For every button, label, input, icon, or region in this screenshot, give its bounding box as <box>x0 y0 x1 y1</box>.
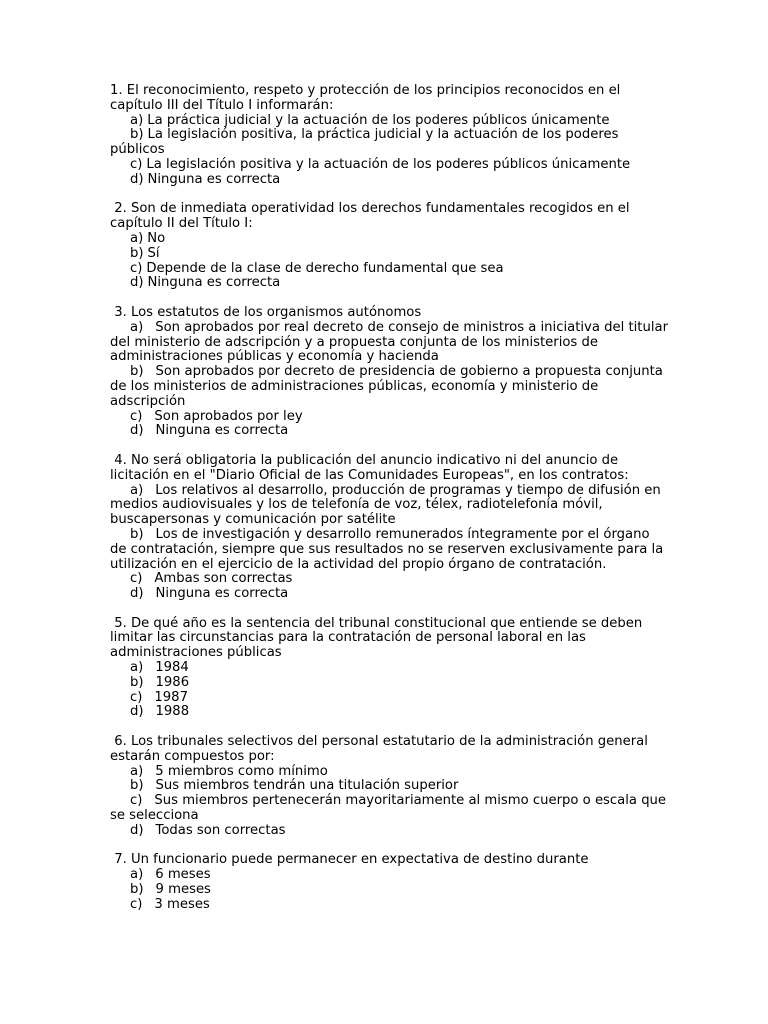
option-text: 1988 <box>155 704 190 720</box>
option-label: c) <box>130 571 143 587</box>
question-stem: 3. Los estatutos de los organismos autónomos <box>110 304 422 320</box>
answer-options <box>110 114 668 188</box>
option-label: a) <box>130 482 144 498</box>
answer-option <box>110 232 668 247</box>
question-2 <box>110 202 668 291</box>
answer-option <box>110 128 668 158</box>
option-text: 5 miembros como mínimo <box>155 763 328 779</box>
option-label: b) <box>130 127 144 143</box>
option-text: 9 meses <box>155 882 211 898</box>
option-text: Los de investigación y desarrollo remunerados íntegramente por el órgano de contratación, siempre que sus resultados no se reserven exclusivamente para la utilización en el ejercicio de la actividad del propio órgano de contratación. <box>110 526 664 572</box>
answer-option <box>110 262 668 277</box>
option-label: d) <box>130 171 144 187</box>
answer-option <box>110 691 668 706</box>
option-label: d) <box>130 586 144 602</box>
option-text: La legislación positiva y la actuación de los poderes públicos únicamente <box>146 156 631 172</box>
option-text: 6 meses <box>155 867 211 883</box>
option-text: Sí <box>147 245 160 261</box>
option-text: No <box>147 230 166 246</box>
option-label: c) <box>130 408 143 424</box>
option-text: 3 meses <box>154 896 210 912</box>
question-stem: 4. No será obligatoria la publicación del anuncio indicativo ni del anuncio de licitación en el "Diario Oficial de las Comunidades Europeas", en los contratos: <box>110 452 629 483</box>
option-label: b) <box>130 245 144 261</box>
question-3 <box>110 306 668 439</box>
answer-options <box>110 868 668 912</box>
answer-option <box>110 321 668 365</box>
option-label: b) <box>130 882 144 898</box>
answer-option <box>110 484 668 528</box>
option-label: c) <box>130 156 143 172</box>
option-text: Sus miembros tendrán una titulación superior <box>155 778 459 794</box>
answer-option <box>110 898 668 913</box>
answer-options <box>110 484 668 602</box>
option-label: b) <box>130 364 144 380</box>
option-text: Son aprobados por decreto de presidencia de gobierno a propuesta conjunta de los ministerios de administraciones públicas, economía y ministerio de adscripción <box>110 364 663 409</box>
option-label: a) <box>130 660 144 676</box>
option-text: 1984 <box>155 660 189 676</box>
option-text: Ninguna es correcta <box>155 586 289 602</box>
answer-options <box>110 232 668 291</box>
option-label: a) <box>130 319 144 335</box>
option-text: Los relativos al desarrollo, producción de programas y tiempo de difusión en medios audiovisuales y los de telefonía de voz, télex, radiotelefonía móvil, buscapersonas y comunicación por satélite <box>110 482 661 528</box>
question-4 <box>110 454 668 602</box>
answer-option <box>110 587 668 602</box>
question-5 <box>110 617 668 721</box>
option-text: Son aprobados por real decreto de consejo de ministros a iniciativa del titular del ministerio de adscripción y a propuesta conjunta de los ministerios de administraciones públicas y economía y hacienda <box>110 319 668 365</box>
option-label: c) <box>130 260 143 276</box>
option-text: 1986 <box>155 674 190 690</box>
answer-option <box>110 705 668 720</box>
question-7 <box>110 853 668 912</box>
option-label: b) <box>130 778 144 794</box>
option-text: Ninguna es correcta <box>147 171 281 187</box>
option-label: c) <box>130 896 143 912</box>
answer-option <box>110 410 668 425</box>
answer-option <box>110 276 668 291</box>
answer-option <box>110 247 668 262</box>
option-label: c) <box>130 689 143 705</box>
answer-option <box>110 794 668 824</box>
answer-option <box>110 868 668 883</box>
question-stem: 2. Son de inmediata operatividad los derechos fundamentales recogidos en el capítulo II del Título I: <box>110 201 634 232</box>
answer-option <box>110 173 668 188</box>
option-label: c) <box>130 793 143 809</box>
answer-options <box>110 765 668 839</box>
question-stem: 6. Los tribunales selectivos del personal estatutario de la administración general estarán compuestos por: <box>110 734 653 764</box>
question-stem: 5. De qué año es la sentencia del tribunal constitucional que entiende se deben limitar las circunstancias para la contratación de personal laboral en las administraciones públicas <box>110 615 647 661</box>
answer-option <box>110 661 668 676</box>
option-label: d) <box>130 704 144 720</box>
option-text: Ambas son correctas <box>154 571 293 587</box>
answer-option <box>110 676 668 691</box>
option-text: Todas son correctas <box>155 822 286 838</box>
answer-options <box>110 321 668 439</box>
answer-option <box>110 883 668 898</box>
option-text: Sus miembros pertenecerán mayoritariamente al mismo cuerpo o escala que se selecciona <box>110 793 667 824</box>
option-label: b) <box>130 526 144 542</box>
option-text: 1987 <box>154 689 188 705</box>
answer-option <box>110 365 668 409</box>
answer-option <box>110 528 668 572</box>
answer-options <box>110 661 668 720</box>
option-label: a) <box>130 763 144 779</box>
option-text: La legislación positiva, la práctica judicial y la actuación de los poderes públicos <box>110 127 619 158</box>
option-label: b) <box>130 674 144 690</box>
option-text: Ninguna es correcta <box>155 423 289 439</box>
option-label: d) <box>130 822 144 838</box>
option-text: La práctica judicial y la actuación de los poderes públicos únicamente <box>147 112 610 128</box>
option-text: Depende de la clase de derecho fundamental que sea <box>146 260 504 276</box>
option-text: Son aprobados por ley <box>154 408 303 424</box>
question-6 <box>110 735 668 839</box>
option-label: a) <box>130 867 144 883</box>
answer-option <box>110 824 668 839</box>
question-1 <box>110 84 668 188</box>
option-label: d) <box>130 423 144 439</box>
question-stem: 7. Un funcionario puede permanecer en expectativa de destino durante <box>110 852 589 868</box>
option-text: Ninguna es correcta <box>147 275 281 291</box>
answer-option <box>110 424 668 439</box>
option-label: a) <box>130 230 144 246</box>
question-stem: 1. El reconocimiento, respeto y protección de los principios reconocidos en el capítulo III del Título I informarán: <box>110 83 625 113</box>
answer-option <box>110 158 668 173</box>
option-label: d) <box>130 275 144 291</box>
option-label: a) <box>130 112 144 128</box>
answer-option <box>110 572 668 587</box>
